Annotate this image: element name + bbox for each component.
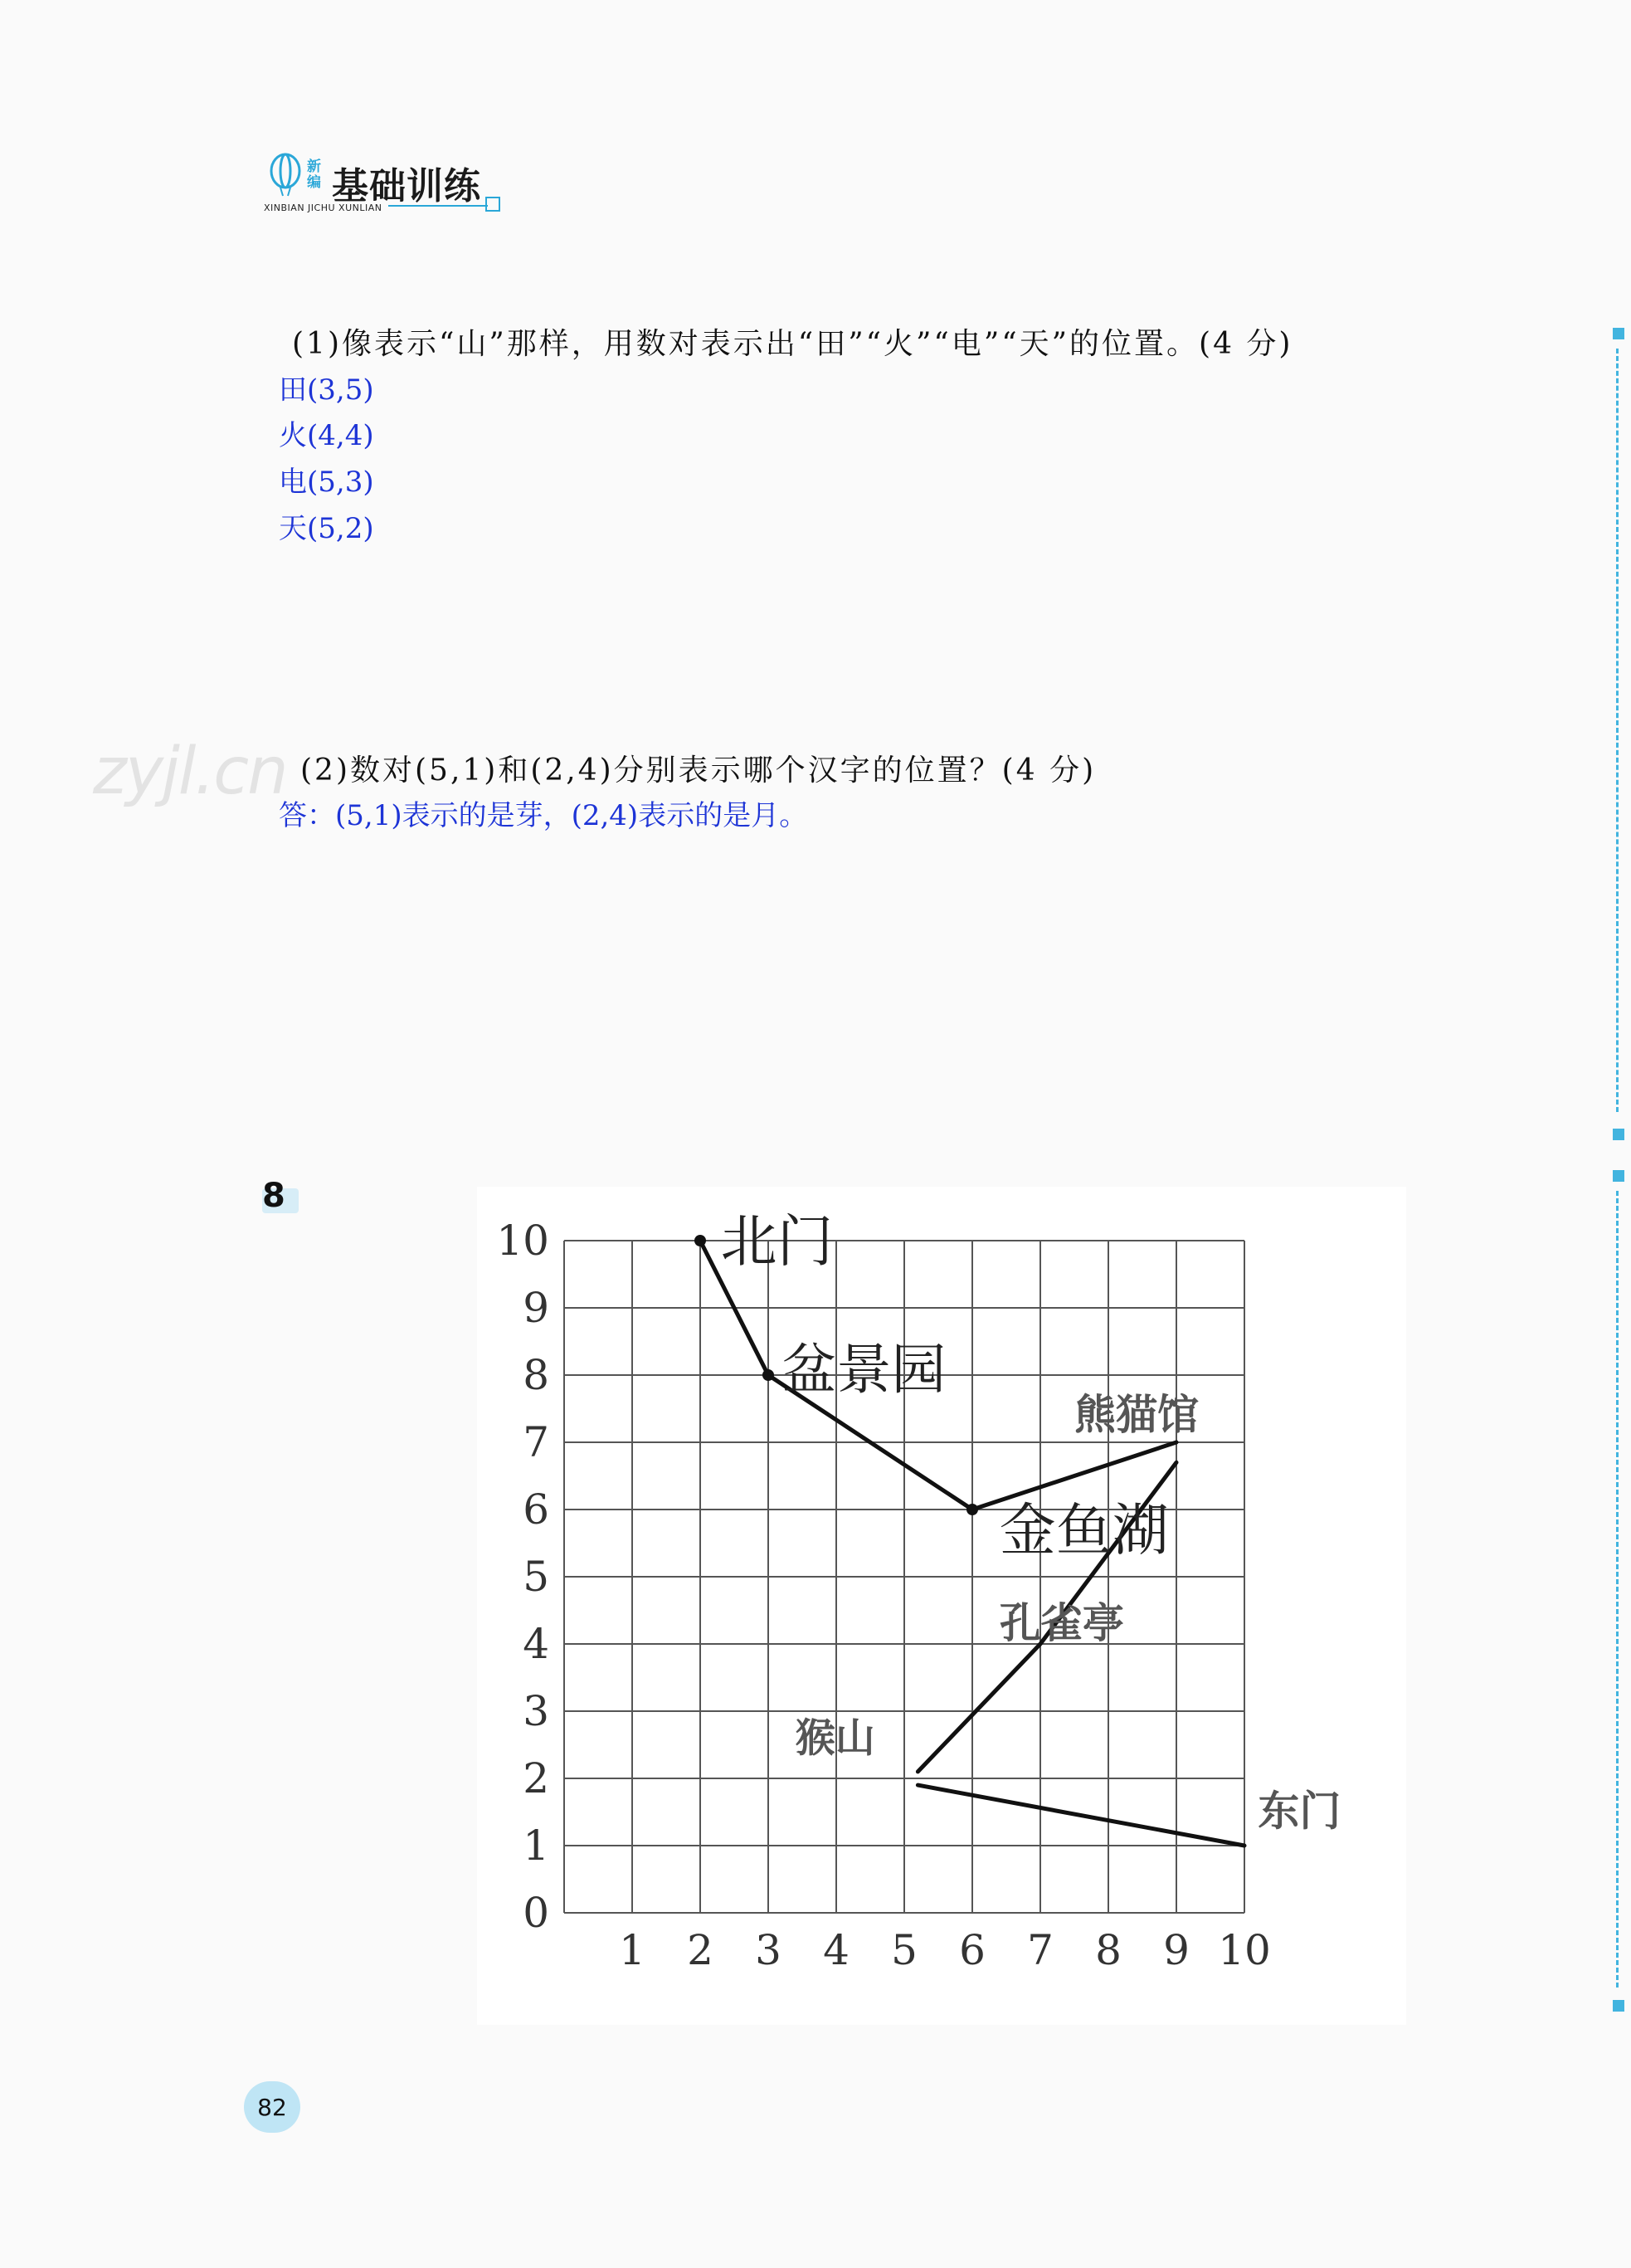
edge-mark xyxy=(1613,2000,1624,2012)
y-tick-label: 10 xyxy=(496,1217,549,1265)
y-tick-label: 3 xyxy=(523,1687,549,1735)
edge-mark xyxy=(1613,1129,1624,1140)
y-tick-label: 7 xyxy=(523,1418,549,1466)
logo-new-text: 新编 xyxy=(307,159,321,191)
question-2-text: (2)数对(5,1)和(2,4)分别表示哪个汉字的位置？(4 分) xyxy=(300,754,1097,788)
logo-pinyin: XINBIAN JICHU XUNLIAN xyxy=(264,202,382,213)
x-tick-label: 4 xyxy=(823,1926,850,1974)
place-label: 孔雀亭 xyxy=(999,1598,1124,1647)
balloon-icon xyxy=(268,153,303,201)
x-tick-label: 6 xyxy=(959,1926,986,1974)
x-tick-label: 3 xyxy=(755,1926,781,1974)
answer-1-line: 田(3,5) xyxy=(279,373,374,407)
y-tick-label: 9 xyxy=(523,1284,549,1332)
brand-logo xyxy=(264,149,513,224)
y-tick-label: 6 xyxy=(523,1485,549,1534)
place-label: 猴山 xyxy=(795,1714,875,1762)
route-point xyxy=(966,1504,978,1515)
y-tick-label: 8 xyxy=(523,1351,549,1399)
place-label: 金鱼湖 xyxy=(999,1498,1169,1564)
answer-1-line: 天(5,2) xyxy=(279,512,374,545)
answer-1-line: 火(4,4) xyxy=(279,419,374,452)
edge-mark xyxy=(1613,1170,1624,1182)
question-1-text: (1)像表示“山”那样，用数对表示出“田”“火”“电”“天”的位置。(4 分) xyxy=(292,327,1293,361)
route-point xyxy=(694,1235,706,1246)
watermark: zyjl.cn xyxy=(93,734,287,809)
answer-1-line: 电(5,3) xyxy=(279,466,374,499)
y-tick-label: 1 xyxy=(523,1822,549,1870)
coordinate-map-chart xyxy=(477,1187,1406,2025)
x-tick-label: 2 xyxy=(687,1926,713,1974)
x-tick-label: 10 xyxy=(1218,1926,1271,1974)
route-point xyxy=(762,1369,774,1381)
y-tick-label: 0 xyxy=(523,1889,549,1937)
question-number: 8 xyxy=(262,1177,285,1215)
page-number: 82 xyxy=(244,2081,300,2133)
place-label: 东门 xyxy=(1258,1787,1341,1836)
y-tick-label: 5 xyxy=(523,1553,549,1601)
y-tick-label: 4 xyxy=(523,1620,549,1668)
x-tick-label: 1 xyxy=(619,1926,645,1974)
x-tick-label: 5 xyxy=(891,1926,918,1974)
answer-2-text: 答：(5,1)表示的是芽，(2,4)表示的是月。 xyxy=(279,799,808,832)
place-label: 北门 xyxy=(720,1209,834,1275)
place-label: 盆景园 xyxy=(781,1338,947,1402)
edge-mark xyxy=(1613,328,1624,339)
x-tick-label: 9 xyxy=(1163,1926,1190,1974)
y-tick-label: 2 xyxy=(523,1754,549,1802)
edge-dashed-line xyxy=(1616,1191,1619,1988)
x-tick-label: 7 xyxy=(1027,1926,1054,1974)
logo-title: 基础训练 xyxy=(332,165,481,207)
place-label: 熊猫馆 xyxy=(1074,1390,1199,1439)
logo-underline-decoration xyxy=(388,194,504,214)
edge-dashed-line xyxy=(1616,349,1619,1112)
x-tick-label: 8 xyxy=(1095,1926,1122,1974)
